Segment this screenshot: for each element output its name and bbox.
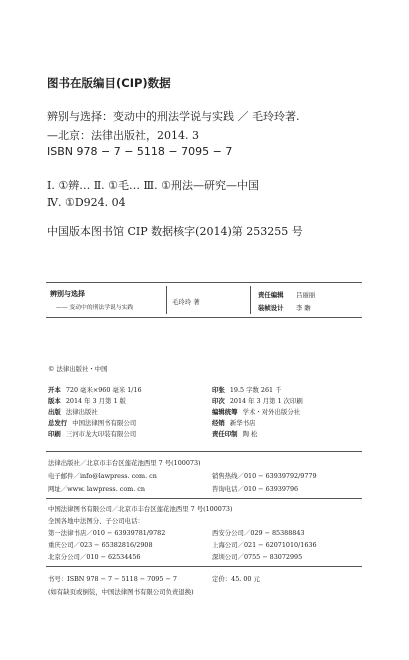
- spec-row: [212, 396, 303, 405]
- spec-value: 中国法律图书有限公司: [72, 419, 137, 427]
- publisher-website: 网址／www. lawpress. com. cn: [48, 485, 146, 493]
- spec-value: 720 毫米×960 毫米 1/16: [65, 386, 142, 394]
- divider-rule: [46, 566, 362, 567]
- spec-value: 三河市龙大印装有限公司: [65, 430, 137, 438]
- spec-label: 出版: [48, 408, 61, 416]
- spec-row: [48, 396, 126, 405]
- publisher-email: 电子邮件／info@lawpress. com. cn: [48, 472, 157, 480]
- spec-label: 责任印制: [212, 430, 238, 438]
- spec-row: [48, 418, 136, 427]
- spec-value: 法律出版社: [65, 408, 98, 416]
- spec-row: [48, 385, 142, 394]
- cip-line-publisher: —北京：法律出版社，2014. 3: [47, 129, 199, 142]
- spec-label: 经销: [212, 419, 225, 427]
- spec-row: [212, 418, 255, 427]
- spec-label: 印次: [212, 397, 225, 405]
- spec-value: 新华书店: [229, 419, 256, 427]
- book-box-bottom-rule: [46, 317, 362, 318]
- spec-row: [212, 429, 257, 438]
- book-title: 辨别与选择: [50, 290, 85, 298]
- divider-rule: [46, 451, 362, 452]
- spec-value: 学术・对外出版分社: [242, 408, 301, 416]
- branch-item: 重庆公司／023 − 65382816/2908: [48, 541, 153, 549]
- book-box-top-rule: [46, 282, 362, 283]
- branch-item: 北京分公司／010 − 62534456: [48, 553, 141, 561]
- branch-item: 西安分公司／029 − 85388843: [212, 529, 305, 537]
- book-subtitle: —— 变动中的刑法学说与实践: [56, 305, 134, 311]
- spec-label: 印张: [212, 386, 225, 394]
- cip-line-title: 辨别与选择：变动中的刑法学说与实践 ／ 毛玲玲著.: [47, 110, 300, 123]
- price-line: 定价：45. 00 元: [212, 575, 260, 583]
- branch-item: 上海公司／021 − 62071010/1636: [212, 541, 317, 549]
- cip-title: 图书在版编目(CIP)数据: [47, 76, 171, 90]
- spec-row: [212, 407, 300, 416]
- spec-label: 版本: [48, 397, 61, 405]
- book-author: 毛玲玲 著: [172, 298, 200, 306]
- return-notice: (如有缺页或倒装，中国法律图书有限公司负责退换): [48, 588, 194, 596]
- editor-label: 责任编辑: [258, 291, 284, 299]
- cip-line-isbn: ISBN 978 − 7 − 5118 − 7095 − 7: [47, 145, 233, 158]
- spec-row: [212, 385, 282, 394]
- spec-label: 编辑统筹: [212, 408, 238, 416]
- spec-value: 2014 年 3 月第 1 版: [65, 397, 126, 405]
- branch-item: 第一法律书店／010 − 63939781/9782: [48, 529, 166, 537]
- spec-label: 总发行: [48, 419, 68, 427]
- consult-phone: 咨询电话／010 − 63939796: [212, 485, 299, 493]
- sales-phone: 销售热线／010 − 63939792/9779: [212, 472, 317, 480]
- distributor-address: 中国法律图书有限公司／北京市丰台区莲花池西里 7 号(100073): [48, 505, 233, 513]
- cip-line-data-number: 中国版本图书馆 CIP 数据核字(2014)第 253255 号: [47, 225, 303, 238]
- divider-rule: [46, 498, 362, 499]
- book-box-divider-right: [250, 286, 251, 314]
- cip-line-classification: Ⅰ. ①辨… Ⅱ. ①毛… Ⅲ. ①刑法—研究—中国: [47, 179, 259, 192]
- publisher-address: 法律出版社／北京市丰台区莲花池西里 7 号(100073): [48, 459, 201, 467]
- branch-item: 深圳公司／0755 − 83072995: [212, 553, 303, 561]
- isbn-line: 书号：ISBN 978 − 7 − 5118 − 7095 − 7: [48, 575, 177, 583]
- spec-value: 陶 松: [242, 430, 258, 438]
- spec-row: [48, 429, 136, 438]
- spec-label: 开本: [48, 386, 61, 394]
- book-box-divider: [166, 286, 167, 314]
- copyright-line: © 法律出版社・中国: [48, 365, 108, 373]
- spec-label: 印刷: [48, 430, 61, 438]
- cip-line-class-number: Ⅳ. ①D924. 04: [47, 196, 126, 209]
- spec-row: [48, 407, 98, 416]
- spec-value: 19.5 字数 261 千: [229, 386, 282, 394]
- distributor-network: 全国各地中法图分、子公司电话：: [48, 517, 144, 525]
- editor-name: 吕丽丽: [296, 291, 316, 299]
- spec-value: 2014 年 3 月第 1 次印刷: [229, 397, 303, 405]
- designer-name: 李 瞻: [296, 304, 311, 312]
- designer-label: 装帧设计: [258, 304, 284, 312]
